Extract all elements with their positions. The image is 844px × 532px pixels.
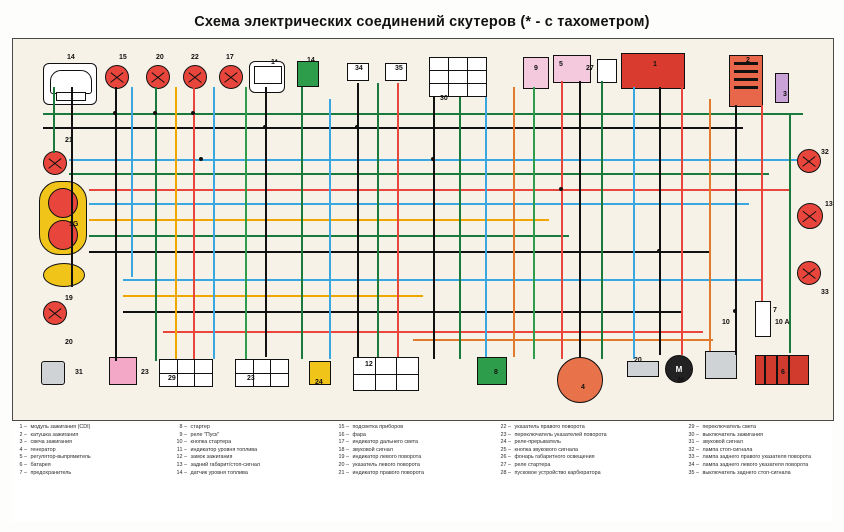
legend-column-4 — [500, 424, 686, 477]
wire-brown-bus — [413, 339, 713, 341]
legend-column-3 — [338, 424, 498, 477]
legend-item-number: 13 – — [176, 461, 187, 468]
wire-v21 — [561, 81, 563, 359]
callout-22: 22 — [191, 54, 199, 61]
legend-item-number: 12 – — [176, 454, 187, 461]
wire-v19 — [513, 87, 515, 357]
wire-v15 — [397, 83, 399, 357]
junction-node — [113, 111, 117, 115]
wire-v29 — [761, 105, 763, 301]
callout-7: 7 — [773, 307, 777, 314]
headlight-16 — [39, 181, 87, 255]
legend-item — [16, 439, 176, 447]
legend-item — [500, 454, 686, 462]
legend-item-label: переключатель указателей поворота — [513, 431, 607, 438]
ignition-switch-30 — [429, 57, 487, 97]
callout-19: 19 — [65, 295, 73, 302]
callout-31: 31 — [75, 369, 83, 376]
legend — [12, 424, 832, 522]
legend-item-label: переключатель света — [701, 424, 756, 430]
legend-item-label: лампа заднего правого указателя поворота — [701, 454, 812, 461]
callout-2: 2 — [746, 57, 750, 64]
wire-v2 — [71, 87, 73, 287]
legend-item-label: лампа заднего левого указателя поворота — [701, 461, 809, 468]
legend-item — [500, 470, 686, 478]
legend-item-label: модуль зажигания (CDI) — [29, 424, 91, 430]
legend-item-label: индикатор дальнего света — [351, 439, 419, 446]
wire-v30 — [789, 113, 791, 353]
legend-item-number: 27 – — [500, 461, 511, 468]
wire-v1 — [53, 87, 55, 153]
cdi-module-1 — [621, 53, 685, 89]
indicator-lamp-22 — [183, 65, 207, 89]
legend-item — [500, 447, 686, 455]
wire-black3-bus — [123, 311, 683, 313]
wire-blue3-bus — [123, 279, 763, 281]
legend-item-number: 10 – — [176, 439, 187, 446]
legend-item — [688, 439, 832, 447]
legend-item-label: фонарь габаритного освещения — [513, 454, 595, 461]
callout-3: 3 — [783, 91, 787, 98]
callout-20: 20 — [634, 357, 642, 364]
legend-item-label: звуковой сигнал — [351, 446, 393, 453]
callout-6: 6 — [781, 369, 785, 376]
legend-item-label: генератор — [29, 446, 56, 453]
legend-item — [500, 462, 686, 470]
horn-31 — [41, 361, 65, 385]
legend-item — [16, 462, 176, 470]
callout-35: 35 — [395, 65, 403, 72]
page-title: Схема электрических соединений скутеров (* - с тахометром) — [194, 14, 650, 30]
wire-green2-bus — [69, 173, 769, 175]
wire-v12 — [329, 99, 331, 359]
legend-item-number: 14 – — [176, 469, 187, 476]
legend-item-number: 7 – — [19, 469, 27, 476]
fuel-sender-14 — [297, 61, 319, 87]
legend-item — [500, 424, 686, 432]
callout-20: 20 — [156, 54, 164, 61]
legend-item — [16, 424, 176, 432]
legend-item — [338, 470, 498, 478]
legend-item — [338, 439, 498, 447]
callout-12: 12 — [365, 361, 373, 368]
legend-item — [176, 432, 336, 440]
tachometer-gauge — [249, 61, 285, 93]
wire-v8 — [213, 87, 215, 359]
legend-item-number: 18 – — [338, 446, 349, 453]
legend-item — [16, 454, 176, 462]
callout-4: 4 — [581, 384, 585, 391]
legend-item-label: датчик уровня топлива — [189, 469, 248, 476]
callout-9: 9 — [534, 65, 538, 72]
callout-15: 15 — [119, 54, 127, 61]
junction-node — [153, 111, 157, 115]
indicator-lamp-17 — [219, 65, 243, 89]
legend-item-number: 28 – — [500, 469, 511, 476]
starter-relay-20b — [627, 361, 659, 377]
legend-item-label: реле "Пуск" — [189, 431, 220, 438]
legend-item-label: регулятор-выпрямитель — [29, 454, 91, 461]
junction-node — [355, 125, 359, 129]
legend-item-number: 6 – — [19, 461, 27, 468]
legend-item — [16, 447, 176, 455]
legend-item-label: стартер — [189, 424, 210, 430]
callout-1: 1* — [271, 59, 278, 66]
callout-32: 32 — [821, 149, 829, 156]
position-lamp-19 — [43, 263, 85, 287]
wire-v20 — [533, 87, 535, 359]
legend-item-label: кнопка звукового сигнала — [513, 446, 578, 453]
legend-item-number: 17 – — [338, 439, 349, 446]
legend-column-1 — [16, 424, 176, 477]
legend-item-label: реле-прерыватель — [513, 439, 561, 446]
legend-item-number: 16 – — [338, 431, 349, 438]
legend-item-number: 34 – — [688, 461, 699, 468]
callout-27: 27 — [586, 65, 594, 72]
junction-node — [263, 125, 267, 129]
legend-item-number: 11 – — [176, 446, 187, 453]
callout-M: M — [678, 377, 684, 384]
indicator-lamp-15 — [105, 65, 129, 89]
legend-item-number: 4 – — [19, 446, 27, 453]
legend-item-number: 35 – — [688, 469, 699, 476]
callout-23: 23 — [141, 369, 149, 376]
legend-item-label: батарея — [29, 461, 51, 468]
callout-20: 20 — [65, 339, 73, 346]
legend-item-number: 26 – — [500, 454, 511, 461]
generator-4 — [557, 357, 603, 403]
wire-green-bus — [43, 113, 803, 115]
legend-item-number: 30 – — [688, 431, 699, 438]
callout-30: 30 — [440, 95, 448, 102]
callout-10: 10 — [722, 319, 730, 326]
legend-item-number: 31 – — [688, 439, 699, 446]
callout-8: 8 — [494, 369, 498, 376]
wire-v14 — [377, 83, 379, 357]
brake-lamp-32 — [797, 149, 821, 173]
turn-lamp-20 — [43, 301, 67, 325]
start-button-10 — [705, 351, 737, 379]
wire-v23 — [601, 81, 603, 359]
legend-item — [688, 454, 832, 462]
wire-v24 — [633, 87, 635, 359]
callout-1G: 1G — [69, 221, 79, 228]
legend-item-label: выключатель заднего стоп-сигнала — [701, 469, 791, 476]
carburetor-starter-28 — [477, 357, 507, 385]
callout-33: 33 — [821, 289, 829, 296]
junction-node — [199, 157, 203, 161]
legend-item — [16, 470, 176, 478]
legend-item — [176, 447, 336, 455]
legend-item — [338, 432, 498, 440]
legend-item-number: 2 – — [19, 431, 27, 438]
callout-10A: 10 A — [775, 319, 790, 326]
wire-v25 — [659, 87, 661, 355]
turn-switch-23 — [235, 359, 289, 387]
callout-14: 14 — [307, 57, 315, 64]
legend-item-label: индикатор левого поворота — [351, 454, 422, 461]
fuse-7 — [755, 301, 771, 337]
junction-node — [559, 187, 563, 191]
wiring-diagram — [12, 38, 834, 421]
legend-item-label: предохранитель — [29, 469, 72, 476]
legend-item-number: 29 – — [688, 424, 699, 430]
legend-item-label: лампа стоп-сигнала — [701, 446, 753, 453]
legend-item — [500, 439, 686, 447]
legend-item-label: указатель правого поворота — [513, 424, 585, 430]
legend-item — [500, 432, 686, 440]
tail-lamp-13 — [797, 203, 823, 229]
legend-item — [176, 454, 336, 462]
wire-v17 — [459, 97, 461, 359]
legend-item — [338, 454, 498, 462]
legend-item-number: 3 – — [19, 439, 27, 446]
legend-item-label: катушка зажигания — [29, 431, 79, 438]
legend-item-label: подсветка приборов — [351, 424, 404, 430]
legend-item — [176, 424, 336, 432]
callout-1: 1 — [653, 61, 657, 68]
legend-item-number: 1 – — [19, 424, 27, 430]
legend-item-number: 23 – — [500, 431, 511, 438]
legend-item-label: указатель левого поворота — [351, 461, 420, 468]
legend-item — [688, 447, 832, 455]
indicator-lamp-20 — [146, 65, 170, 89]
spark-plug-3 — [775, 73, 789, 103]
callout-17: 17 — [226, 54, 234, 61]
starter-relay-27 — [597, 59, 617, 83]
legend-item-number: 25 – — [500, 446, 511, 453]
legend-item — [338, 447, 498, 455]
legend-item — [688, 462, 832, 470]
wire-black-bus — [43, 127, 743, 129]
wire-v28 — [735, 105, 737, 355]
legend-item-label: реле стартера — [513, 461, 551, 468]
light-switch-29 — [159, 359, 213, 387]
junction-node — [191, 111, 195, 115]
wire-blue2-bus — [89, 203, 749, 205]
legend-item — [338, 462, 498, 470]
legend-item-number: 20 – — [338, 461, 349, 468]
wire-orange-bus — [89, 219, 549, 221]
wire-v26 — [681, 87, 683, 355]
legend-item-label: звуковой сигнал — [701, 439, 743, 446]
legend-item-number: 21 – — [338, 469, 349, 476]
legend-item-number: 32 – — [688, 446, 699, 453]
legend-item — [688, 470, 832, 478]
horn-button-25 — [109, 357, 137, 385]
legend-item-label: выключатель зажигания — [701, 431, 763, 438]
legend-item — [176, 462, 336, 470]
junction-node — [657, 249, 661, 253]
ignition-lock-12 — [353, 357, 419, 391]
callout-13: 13 — [825, 201, 833, 208]
starter-motor-8: M — [665, 355, 693, 383]
turn-lamp-21 — [43, 151, 67, 175]
callout-34: 34 — [355, 65, 363, 72]
legend-item — [176, 470, 336, 478]
relay-9 — [523, 57, 549, 89]
legend-item-number: 24 – — [500, 439, 511, 446]
legend-item-number: 9 – — [179, 431, 187, 438]
callout-24: 24 — [315, 379, 323, 386]
legend-item-label: свеча зажигания — [29, 439, 72, 446]
wire-v5 — [155, 87, 157, 361]
callout-29: 29 — [168, 375, 176, 382]
legend-item-label: индикатор правого поворота — [351, 469, 424, 476]
callout-14: 14 — [67, 54, 75, 61]
legend-item-number: 19 – — [338, 454, 349, 461]
legend-item-label: задний габарит/стоп-сигнал — [189, 461, 261, 468]
turn-lamp-33 — [797, 261, 821, 285]
callout-21: 21 — [65, 137, 73, 144]
legend-item — [176, 439, 336, 447]
callout-23: 23 — [247, 375, 255, 382]
legend-column-2 — [176, 424, 336, 477]
legend-item-number: 15 – — [338, 424, 349, 430]
junction-node — [733, 309, 737, 313]
legend-item-label: пусковое устройство карбюратора — [513, 469, 601, 476]
legend-column-5 — [688, 424, 832, 477]
legend-item — [688, 424, 832, 432]
wire-v27 — [709, 99, 711, 351]
wire-v16 — [433, 97, 435, 359]
legend-item — [338, 424, 498, 432]
wire-v22 — [579, 81, 581, 357]
wire-v18 — [485, 97, 487, 357]
legend-item-number: 33 – — [688, 454, 699, 461]
callout-5: 5 — [559, 61, 563, 68]
wire-v7 — [193, 87, 195, 359]
legend-item-number: 5 – — [19, 454, 27, 461]
wire-black2-bus — [89, 251, 709, 253]
wire-v3 — [115, 87, 117, 361]
legend-item-number: 8 – — [179, 424, 187, 430]
legend-item-label: фара — [351, 431, 366, 438]
legend-item-number: 22 – — [500, 424, 511, 430]
wire-v9 — [245, 87, 247, 359]
speedometer-gauge — [43, 63, 97, 105]
wire-v11 — [301, 87, 303, 359]
legend-item-label: кнопка стартера — [189, 439, 232, 446]
legend-item-label: индикатор уровня топлива — [189, 446, 258, 453]
wire-v6 — [175, 87, 177, 359]
legend-item-label: замок зажигания — [189, 454, 233, 461]
junction-node — [431, 157, 435, 161]
legend-item — [16, 432, 176, 440]
wire-v4 — [131, 87, 133, 277]
